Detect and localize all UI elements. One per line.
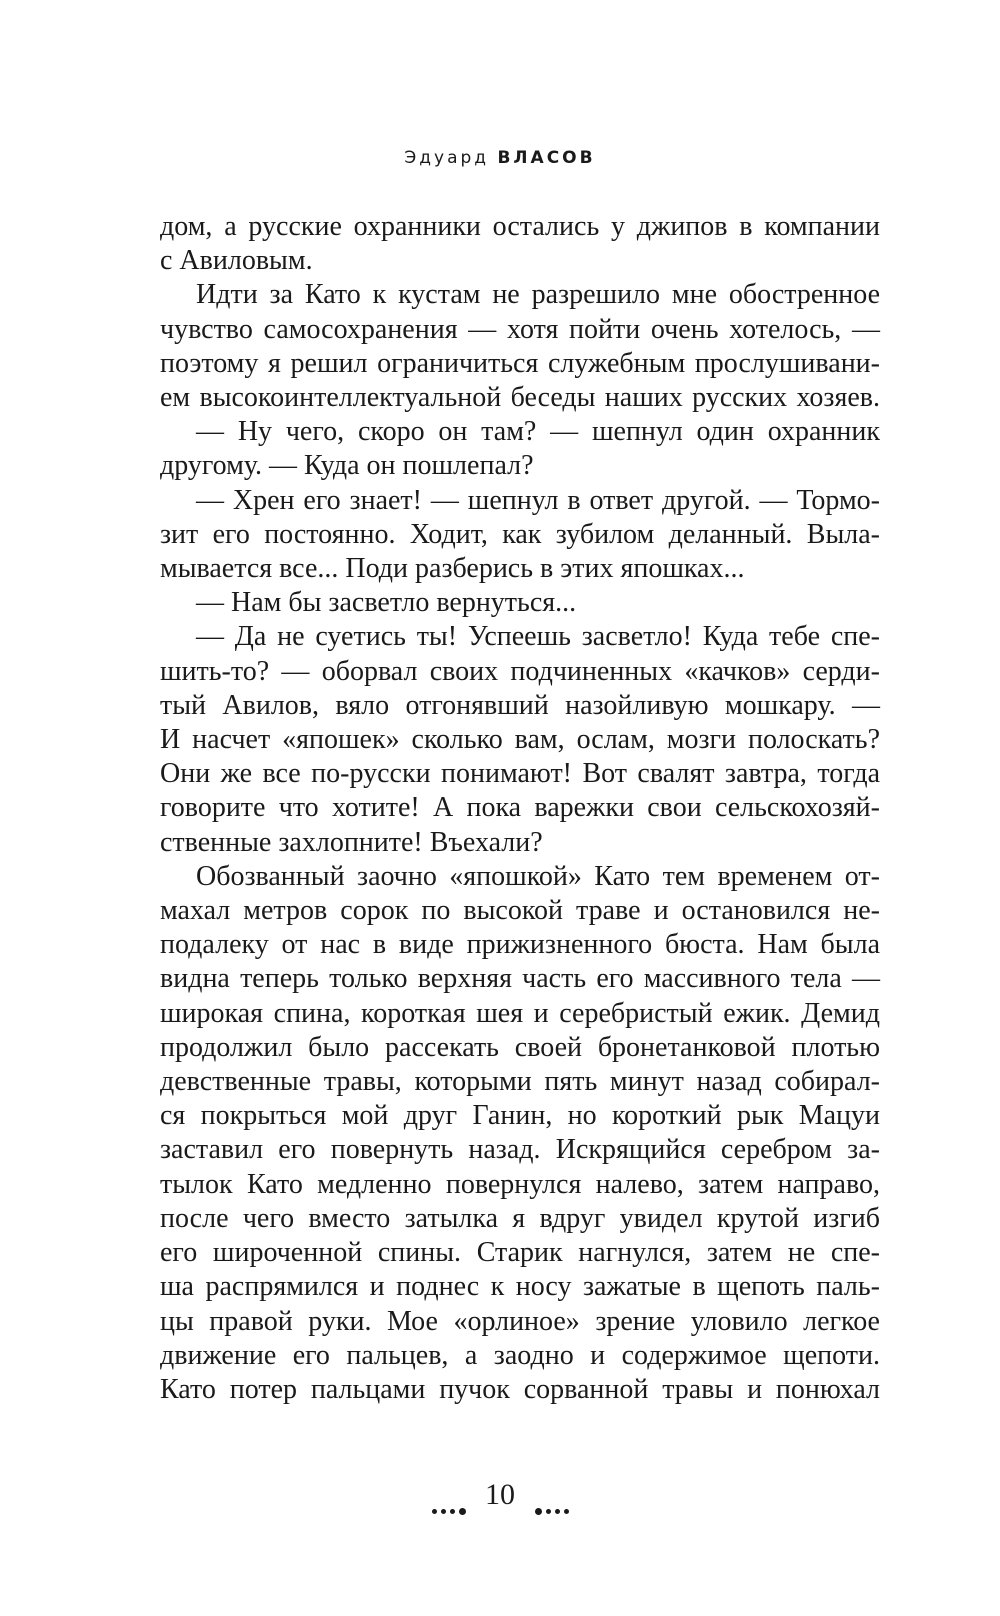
text-line: мывается все... Поди разберись в этих япошках... — [160, 553, 745, 585]
text-line: девственные травы, которыми пять минут назад собирал- — [160, 1066, 880, 1098]
page-folio — [0, 1478, 1000, 1512]
text-line: продолжил было рассекать своей бронетанковой плотью — [160, 1031, 880, 1063]
text-line: Они же все по-русски понимают! Вот свалят завтра, тогда — [160, 758, 880, 790]
text-line: движение его пальцев, а заодно и содержимое щепоти. — [160, 1339, 880, 1371]
text-line: махал метров сорок по высокой траве и остановился не- — [160, 895, 880, 927]
text-line: ша распрямился и поднес к носу зажатые в щепоть паль- — [160, 1271, 880, 1303]
text-line: шить-то? — оборвал своих подчиненных «качков» серди- — [160, 655, 880, 687]
text-line: ем высокоинтеллектуальной беседы наших русских хозяев. — [160, 382, 880, 414]
text-line: Като потер пальцами пучок сорванной травы и понюхал — [160, 1373, 880, 1405]
folio-ornament-right — [533, 1492, 571, 1502]
text-line: — Ну чего, скоро он там? — шепнул один охранник — [196, 416, 880, 448]
text-line: тый Авилов, вяло отгонявший назойливую мошкару. — — [160, 689, 880, 721]
text-line: говорите что хотите! А пока варежки свои сельскохозяй- — [160, 792, 880, 824]
text-line: другому. — Куда он пошлепал? — [160, 450, 534, 482]
text-line: его широченной спины. Старик нагнулся, затем не спе- — [160, 1237, 880, 1269]
text-line: дом, а русские охранники остались у джипов в компании — [160, 211, 880, 242]
text-line: — Хрен его знает! — шепнул в ответ другой. — Тормо- — [196, 484, 880, 516]
text-line: с Авиловым. — [160, 245, 313, 277]
text-line: подалеку от нас в виде прижизненного бюста. Нам была — [160, 929, 880, 961]
folio-ornament-left — [430, 1492, 468, 1502]
running-head — [0, 148, 1000, 168]
text-line: чувство самосохранения — хотя пойти очень хотелось, — — [160, 313, 880, 345]
text-line: поэтому я решил ограничиться служебным прослушивани- — [160, 347, 880, 379]
body-text — [160, 210, 880, 1407]
text-line: Обозванный заочно «япошкой» Като тем временем от- — [196, 860, 880, 892]
text-line: широкая спина, короткая шея и серебристый ежик. Демид — [160, 997, 880, 1029]
author-last-name: ВЛАСОВ — [497, 148, 596, 168]
page-number: 10 — [485, 1478, 515, 1511]
text-line: ся покрыться мой друг Ганин, но короткий рык Мацуи — [160, 1100, 880, 1132]
text-line: цы правой руки. Мое «орлиное» зрение уловило легкое — [160, 1305, 880, 1337]
text-line: тылок Като медленно повернулся налево, затем направо, — [160, 1168, 880, 1200]
text-line: зит его постоянно. Ходит, как зубилом деланный. Выла- — [160, 518, 880, 550]
text-line: — Нам бы засветло вернуться... — [196, 587, 577, 619]
author-first-name: Эдуард — [404, 148, 490, 168]
text-line: видна теперь только верхняя часть его массивного тела — — [160, 963, 880, 995]
text-line: заставил его повернуть назад. Искрящийся серебром за- — [160, 1134, 880, 1166]
text-line: Идти за Като к кустам не разрешило мне обостренное — [196, 279, 880, 311]
text-line: после чего вместо затылка я вдруг увидел крутой изгиб — [160, 1202, 880, 1234]
text-line: И насчет «япошек» сколько вам, ослам, мозги полоскать? — [160, 724, 880, 756]
text-line: ственные захлопните! Въехали? — [160, 826, 543, 858]
text-line: — Да не суетись ты! Успеешь засветло! Куда тебе спе- — [196, 621, 880, 653]
